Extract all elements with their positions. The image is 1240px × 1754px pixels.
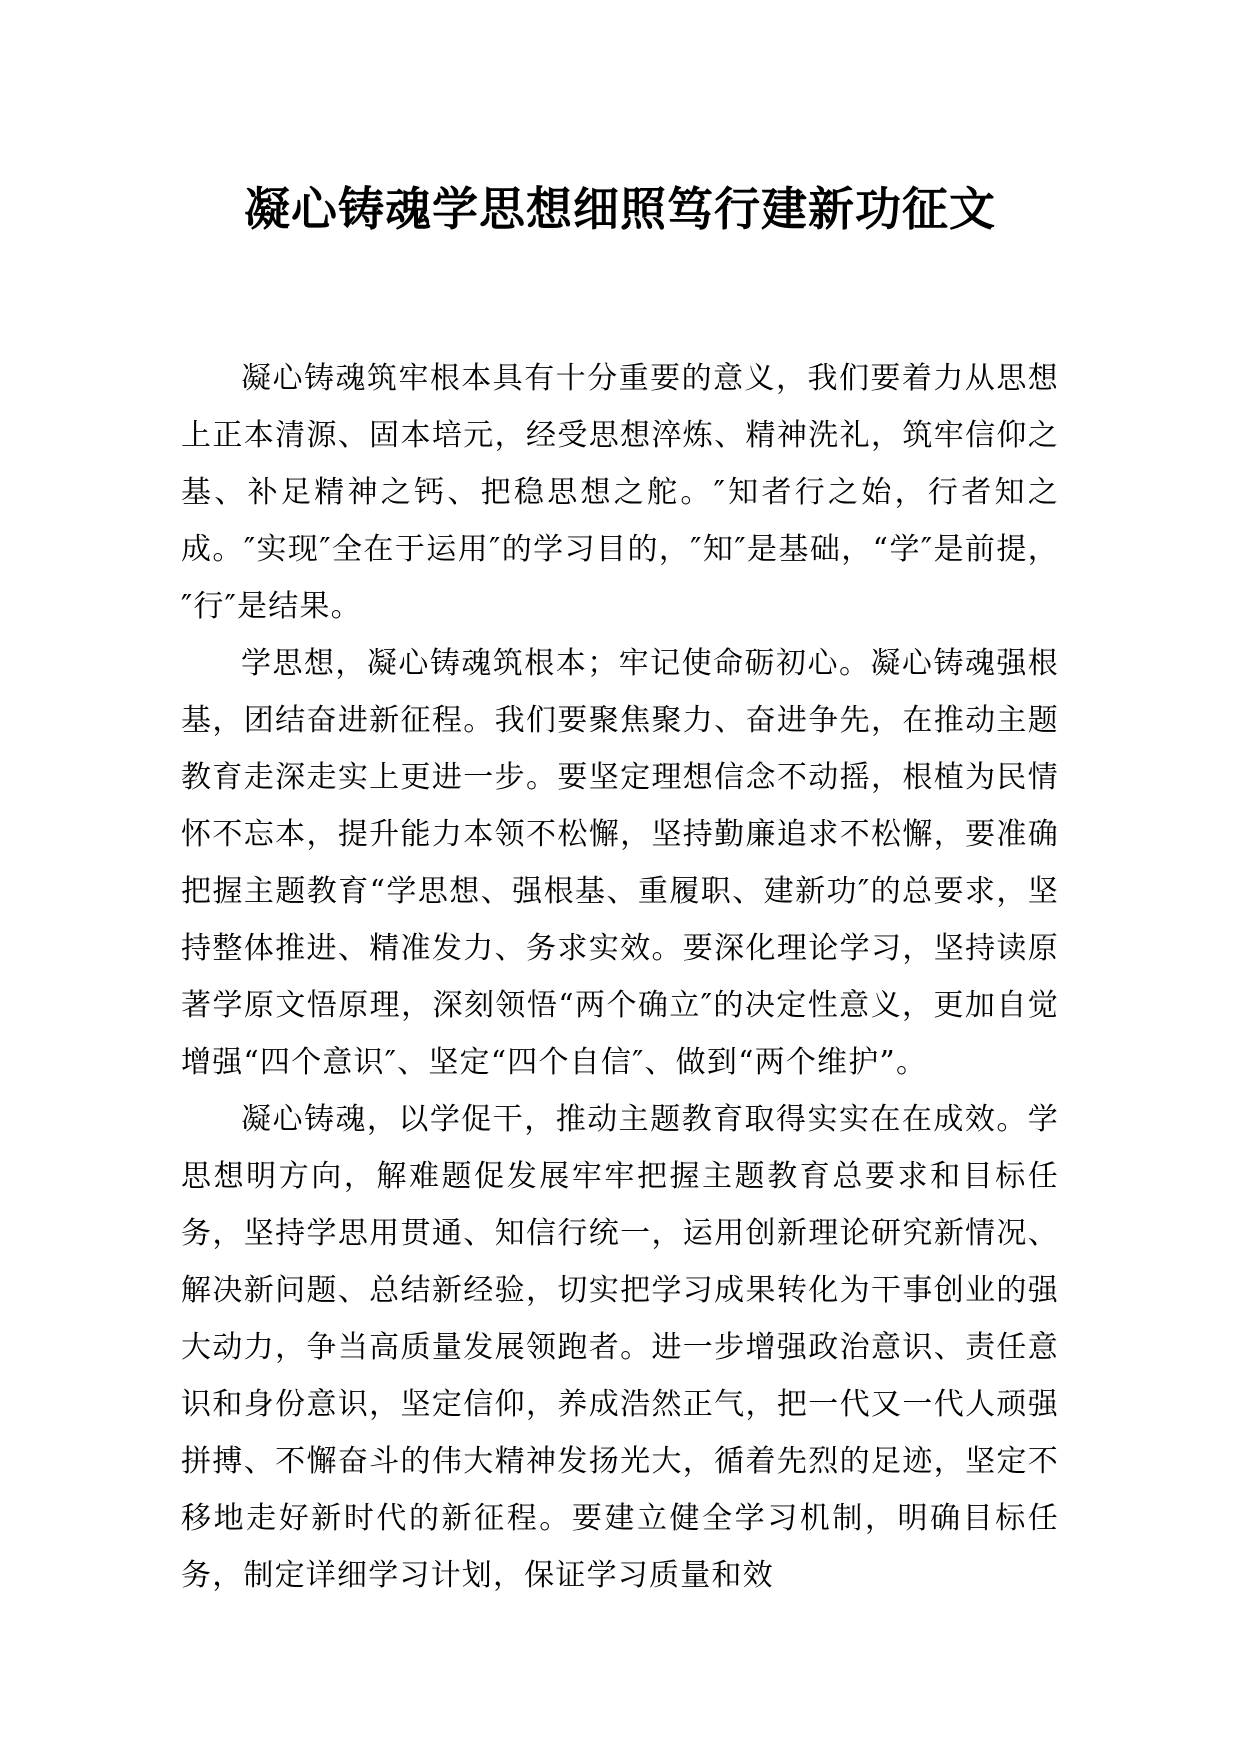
- paragraph-1: 凝心铸魂筑牢根本具有十分重要的意义，我们要着力从思想上正本清源、固本培元，经受思想淬炼、精神洗礼，筑牢信仰之基、补足精神之钙、把稳思想之舵。″知者行之始，行者知之成。″实现″全在于运用″的学习目的，″知″是基础，“学″是前提，″行″是结果。: [181, 361, 1059, 624]
- document-body: [181, 350, 1059, 1604]
- paragraph-3: 凝心铸魂，以学促干，推动主题教育取得实实在在成效。学思想明方向，解难题促发展牢牢把握主题教育总要求和目标任务，坚持学思用贯通、知信行统一，运用创新理论研究新情况、解决新问题、总结新经验，切实把学习成果转化为干事创业的强大动力，争当高质量发展领跑者。进一步增强政治意识、责任意识和身份意识，坚定信仰，养成浩然正气，把一代又一代人顽强拼搏、不懈奋斗的伟大精神发扬光大，循着先烈的足迹，坚定不移地走好新时代的新征程。要建立健全学习机制，明确目标任务，制定详细学习计划，保证学习质量和效: [181, 1102, 1059, 1593]
- document-title: 凝心铸魂学思想细照笃行建新功征文: [244, 181, 996, 236]
- paragraph-2: 学思想，凝心铸魂筑根本；牢记使命砺初心。凝心铸魂强根基，团结奋进新征程。我们要聚焦聚力、奋进争先，在推动主题教育走深走实上更进一步。要坚定理想信念不动摇，根植为民情怀不忘本，提升能力本领不松懈，坚持勤廉追求不松懈，要准确把握主题教育“学思想、强根基、重履职、建新功″的总要求，坚持整体推进、精准发力、务求实效。要深化理论学习，坚持读原著学原文悟原理，深刻领悟“两个确立″的决定性意义，更加自觉增强“四个意识″、坚定“四个自信″、做到“两个维护”。: [181, 646, 1059, 1080]
